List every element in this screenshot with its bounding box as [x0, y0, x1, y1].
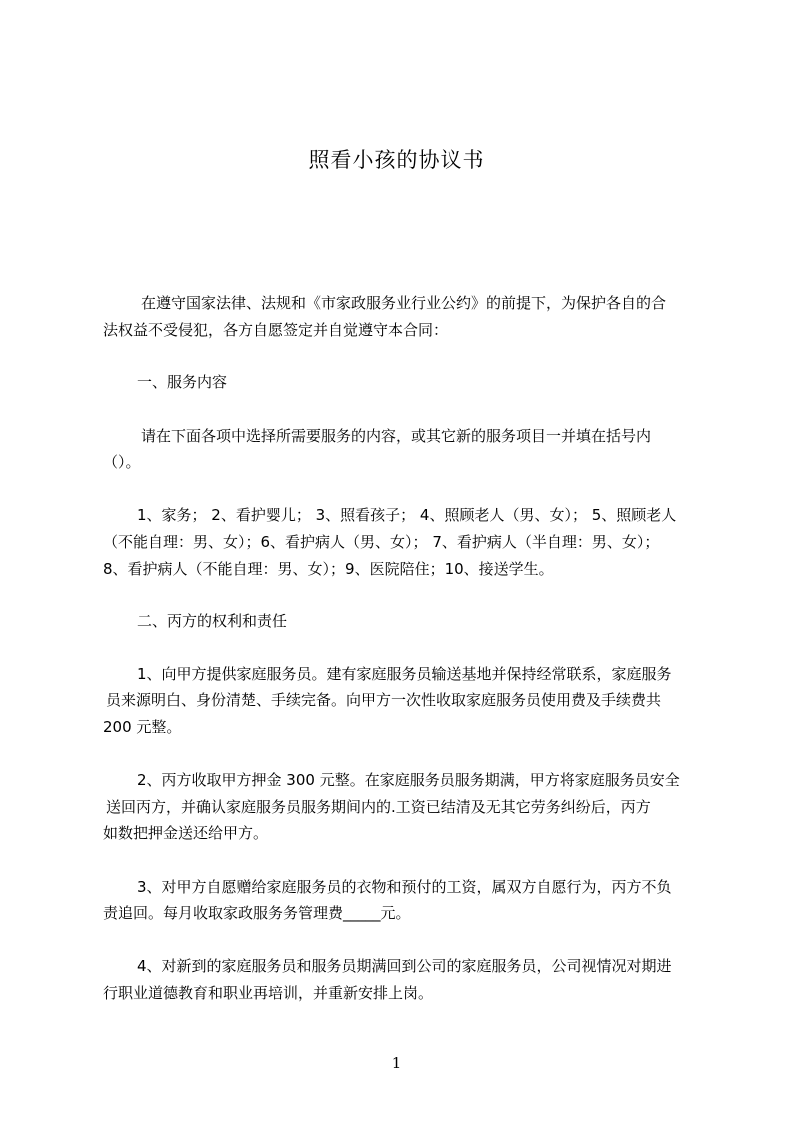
paragraph-line: 员来源明白、身份清楚、手续完备。向甲方一次性收取家庭服务员使用费及手续费共	[106, 691, 662, 709]
paragraph-line: （）。	[103, 453, 141, 471]
paragraph-line: 请在下面各项中选择所需要服务的内容，或其它新的服务项目一并填在括号内	[141, 427, 652, 445]
paragraph-line: 1、向甲方提供家庭服务员。建有家庭服务员输送基地并保持经常联系，家庭服务	[137, 665, 672, 683]
paragraph-line: 3、对甲方自愿赠给家庭服务员的衣物和预付的工资，属双方自愿行为，丙方不负	[137, 878, 672, 896]
paragraph-line: 如数把押金送还给甲方。	[103, 824, 269, 842]
paragraph-line: 行职业道德教育和职业再培训，并重新安排上岗。	[103, 984, 434, 1002]
paragraph-line: 法权益不受侵犯，各方自愿签定并自觉遵守本合同：	[103, 321, 449, 339]
paragraph-line: 8、看护病人（不能自理：男、女）；9、医院陪住；10、接送学生。	[103, 560, 554, 578]
paragraph-line: 送回丙方，并确认家庭服务员服务期间内的.工资已结清及无其它劳务纠纷后，丙方	[106, 798, 651, 816]
paragraph-line: 责追回。每月收取家政服务务管理费_____元。	[103, 904, 411, 922]
paragraph-line: 1、家务； 2、看护婴儿； 3、照看孩子； 4、照顾老人（男、女）； 5、照顾老人	[137, 506, 677, 524]
document-title: 照看小孩的协议书	[308, 148, 485, 172]
paragraph-line: 2、丙方收取甲方押金 300 元整。在家庭服务员服务期满，甲方将家庭服务员安全	[137, 771, 680, 789]
section-heading: 二、丙方的权利和责任	[137, 612, 288, 630]
paragraph-line: 200 元整。	[103, 718, 182, 736]
section-heading: 一、服务内容	[137, 373, 228, 391]
paragraph-line: 在遵守国家法律、法规和《市家政服务业行业公约》的前提下，为保护各自的合	[141, 294, 667, 312]
page-number: 1	[391, 1054, 402, 1072]
paragraph-line: （不能自理：男、女）；6、看护病人（男、女）； 7、看护病人（半自理：男、女）；	[103, 533, 660, 551]
paragraph-line: 4、对新到的家庭服务员和服务员期满回到公司的家庭服务员，公司视情况对期进	[137, 957, 672, 975]
